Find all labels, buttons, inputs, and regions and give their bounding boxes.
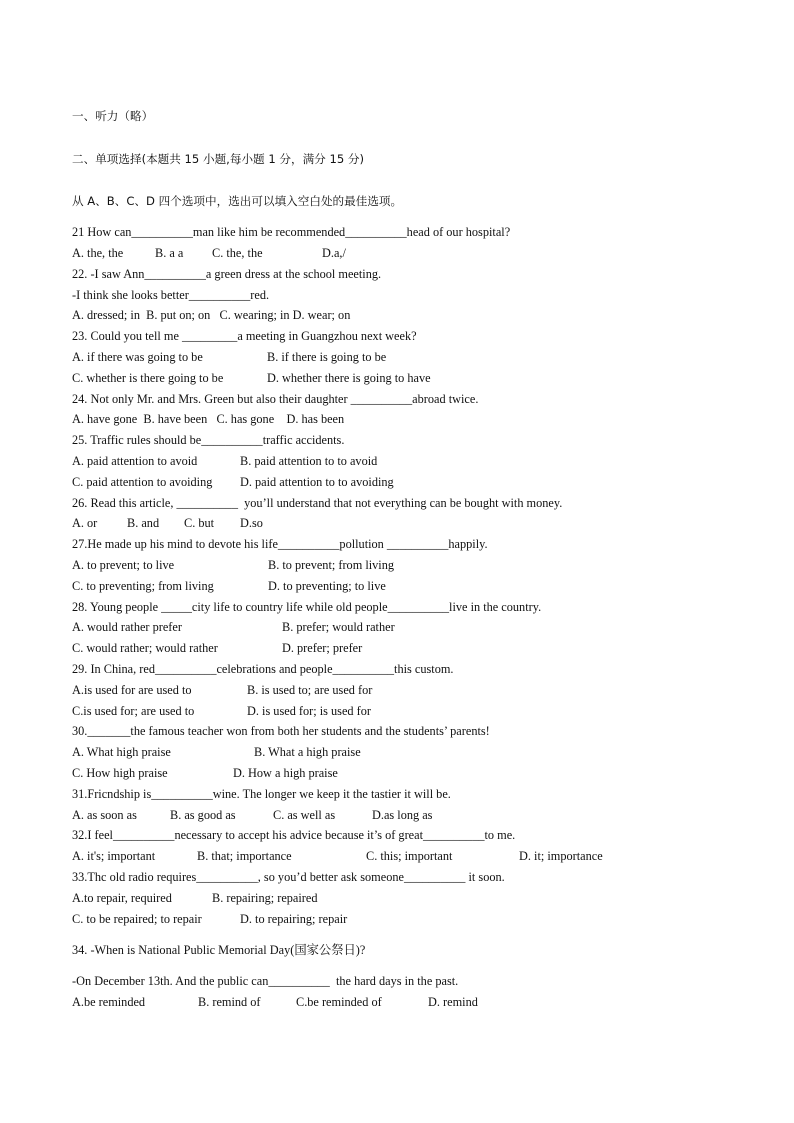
q30-option-a: A. What high praise [72,745,171,759]
q25-option-d: D. paid attention to to avoiding [240,475,394,489]
q27-option-d: D. to preventing; to live [268,579,386,593]
q21-option-c: C. the, the [212,246,263,260]
q29-option-b: B. is used to; are used for [247,683,373,697]
q30-option-d: D. How a high praise [233,766,338,780]
q21-option-d: D.a,/ [322,246,346,260]
q25-option-b: B. paid attention to to avoid [240,454,378,468]
q29-option-d: D. is used for; is used for [247,704,371,718]
question-33-stem: 33.Thc old radio requires__________, so you’d better ask someone__________ it soon. [72,870,505,884]
q26-option-c: C. but [184,516,215,530]
question-32-stem: 32.I feel__________necessary to accept his advice because it’s of great__________to me. [72,828,516,842]
question-23-stem: 23. Could you tell me _________a meeting in Guangzhou next week? [72,329,417,343]
question-29-stem: 29. In China, red__________celebrations and people__________this custom. [72,662,454,676]
q21-option-a: A. the, the [72,246,124,260]
q34-option-c: C.be reminded of [296,995,382,1009]
q23-option-a: A. if there was going to be [72,350,203,364]
question-22-stem-2: -I think she looks better__________red. [72,288,270,302]
instructions: 从 A、B、C、D 四个选项中，选出可以填入空白处的最佳选项。 [72,194,403,208]
q26-option-d: D.so [240,516,263,530]
question-21-stem: 21 How can__________man like him be recommended__________head of our hospital? [72,225,511,239]
q33-option-a: A.to repair, required [72,891,172,905]
q31-option-a: A. as soon as [72,808,137,822]
q23-option-d: D. whether there is going to have [267,371,431,385]
q28-option-c: C. would rather; would rather [72,641,218,655]
question-24-stem: 24. Not only Mr. and Mrs. Green but also their daughter __________abroad twice. [72,392,479,406]
question-30-stem: 30._______the famous teacher won from both her students and the students’ parents! [72,724,490,738]
question-27-stem: 27.He made up his mind to devote his life__________pollution __________happily. [72,537,488,551]
q21-option-b: B. a a [155,246,184,260]
q32-option-b: B. that; importance [197,849,292,863]
q29-option-c: C.is used for; are used to [72,704,195,718]
question-26-stem: 26. Read this article, __________ you’ll understand that not everything can be bought with money. [72,496,563,510]
q24-options: A. have gone B. have been C. has gone D. has been [72,412,345,426]
q32-option-d: D. it; importance [519,849,603,863]
q32-option-c: C. this; important [366,849,453,863]
question-28-stem: 28. Young people _____city life to country life while old people__________live in the country. [72,600,542,614]
q30-option-c: C. How high praise [72,766,168,780]
q32-option-a: A. it's; important [72,849,156,863]
q34-option-b: B. remind of [198,995,261,1009]
q23-option-b: B. if there is going to be [267,350,387,364]
q26-option-a: A. or [72,516,98,530]
q30-option-b: B. What a high praise [254,745,361,759]
q33-option-d: D. to repairing; repair [240,912,348,926]
question-31-stem: 31.Fricndship is__________wine. The longer we keep it the tastier it will be. [72,787,451,801]
question-25-stem: 25. Traffic rules should be__________traffic accidents. [72,433,345,447]
q27-option-c: C. to preventing; from living [72,579,214,593]
question-22-stem: 22. -I saw Ann__________a green dress at the school meeting. [72,267,382,281]
q31-option-c: C. as well as [273,808,336,822]
q33-option-c: C. to be repaired; to repair [72,912,202,926]
q27-option-a: A. to prevent; to live [72,558,175,572]
q34-option-d: D. remind [428,995,478,1009]
q23-option-c: C. whether is there going to be [72,371,224,385]
q27-option-b: B. to prevent; from living [268,558,395,572]
q28-option-d: D. prefer; prefer [282,641,363,655]
question-34-stem-2: -On December 13th. And the public can__________ the hard days in the past. [72,974,459,988]
q31-option-d: D.as long as [372,808,433,822]
q29-option-a: A.is used for are used to [72,683,192,697]
q25-option-a: A. paid attention to avoid [72,454,198,468]
q26-option-b: B. and [127,516,160,530]
section-listening: 一、听力（略） [72,109,154,123]
q31-option-b: B. as good as [170,808,236,822]
section-single-choice: 二、单项选择(本题共 15 小题,每小题 1 分，满分 15 分) [72,152,365,166]
q34-option-a: A.be reminded [72,995,146,1009]
q25-option-c: C. paid attention to avoiding [72,475,213,489]
q28-option-b: B. prefer; would rather [282,620,395,634]
question-34-stem: 34. -When is National Public Memorial Day(国家公祭日)? [72,943,366,957]
q28-option-a: A. would rather prefer [72,620,182,634]
q33-option-b: B. repairing; repaired [212,891,318,905]
q22-options: A. dressed; in B. put on; on C. wearing; in D. wear; on [72,308,351,322]
